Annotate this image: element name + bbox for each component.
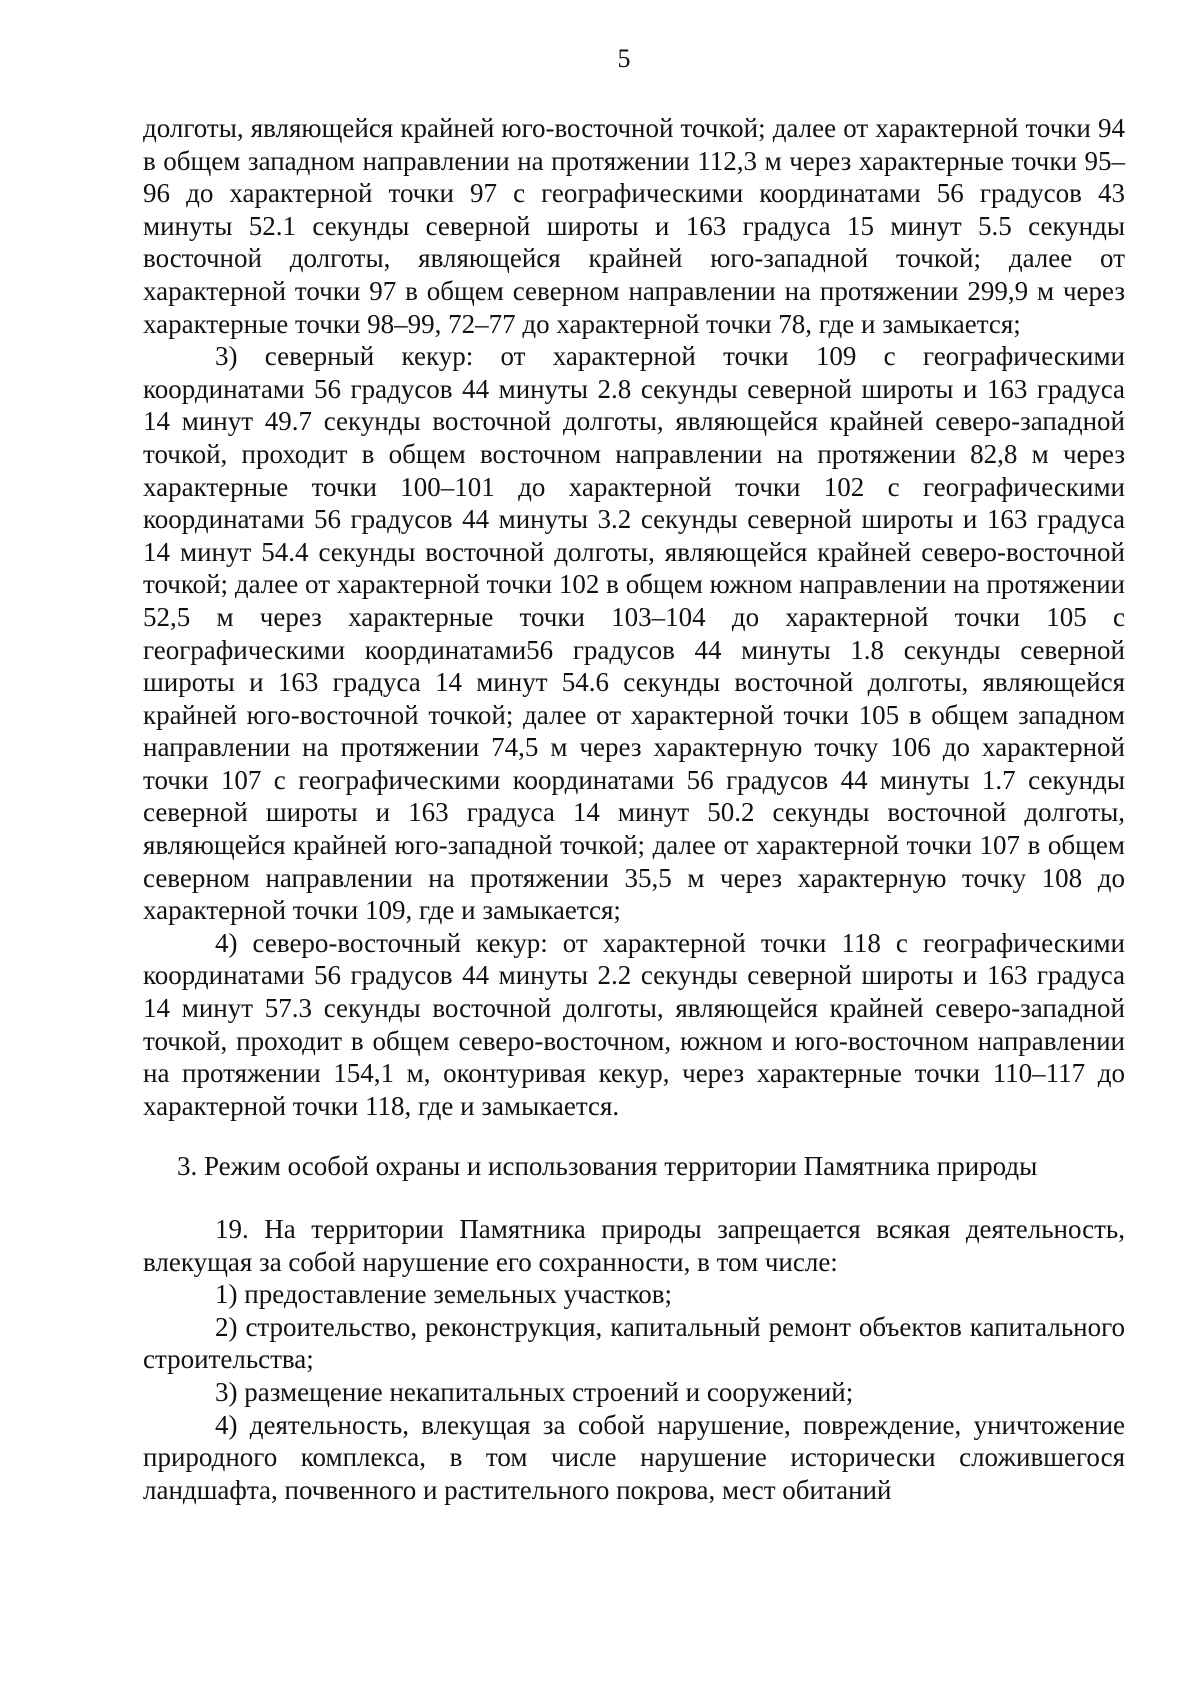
list-item: 1) предоставление земельных участков; [215, 1279, 672, 1310]
page-number: 5 [617, 44, 631, 73]
document-body [143, 112, 1125, 1506]
paragraph-continuation: долготы, являющейся крайней юго-восточной точкой; далее от характерной точки 94 в общем западном направлении на протяжении 112,3 м через характерные точки 95–96 до характерной точки 97 с географическими координатами 56 градусов 43 минуты 52.1 секунды северной широты и 163 градуса 15 минут 5.5 секунды восточной долготы, являющейся крайней юго-западной точкой; далее от характерной точки 97 в общем северном направлении на протяжении 299,9 м через характерные точки 98–99, 72–77 до характерной точки 78, где и замыкается; [143, 113, 1125, 339]
paragraph-northern-kekur: 3) северный кекур: от характерной точки 109 с географическими координатами 56 градусов 44 минуты 2.8 секунды северной широты и 163 градуса 14 минут 49.7 секунды восточной долготы, являющейся крайней северо-западной точкой, проходит в общем восточном направлении на протяжении 82,8 м через характерные точки 100–101 до характерной точки 102 с географическими координатами 56 градусов 44 минуты 3.2 секунды северной широты и 163 градуса 14 минут 54.4 секунды восточной долготы, являющейся крайней северо-восточной точкой; далее от характерной точки 102 в общем южном направлении на протяжении 52,5 м через характерные точки 103–104 до характерной точки 105 с географическими координатами56 градусов 44 минуты 1.8 секунды северной широты и 163 градуса 14 минут 54.6 секунды восточной долготы, являющейся крайней юго-восточной точкой; далее от характерной точки 105 в общем западном направлении на протяжении 74,5 м через характерную точку 106 до характерной точки 107 с географическими координатами 56 градусов 44 минуты 1.7 секунды северной широты и 163 градуса 14 минут 50.2 секунды восточной долготы, являющейся крайней юго-западной точкой; далее от характерной точки 107 в общем северном направлении на протяжении 35,5 м через характерную точку 108 до характерной точки 109, где и замыкается; [143, 341, 1125, 926]
list-item: 4) деятельность, влекущая за собой нарушение, повреждение, уничтожение природного комплекса, в том числе нарушение исторически сложившегося ландшафта, почвенного и растительного покрова, мест обитаний [143, 1409, 1125, 1505]
section-heading: 3. Режим особой охраны и использования территории Памятника природы [177, 1151, 1038, 1182]
list-item: 2) строительство, реконструкция, капитальный ремонт объектов капитального строительства; [143, 1311, 1125, 1375]
paragraph-northeastern-kekur: 4) северо-восточный кекур: от характерной точки 118 с географическими координатами 56 градусов 44 минуты 2.2 секунды северной широты и 163 градуса 14 минут 57.3 секунды восточной долготы, являющейся крайней северо-западной точкой, проходит в общем северо-восточном, южном и юго-восточном направлении на протяжении 154,1 м, оконтуривая кекур, через характерные точки 110–117 до характерной точки 118, где и замыкается. [143, 927, 1125, 1121]
clause-19: 19. На территории Памятника природы запрещается всякая деятельность, влекущая за собой нарушение его сохранности, в том числе: [143, 1214, 1125, 1277]
list-item: 3) размещение некапитальных строений и сооружений; [215, 1376, 854, 1407]
